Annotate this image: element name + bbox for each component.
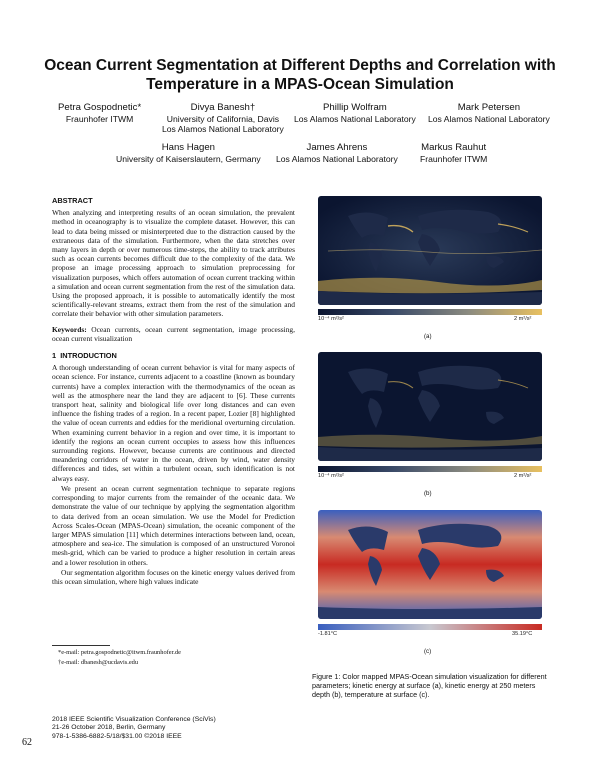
panel-b-label: (b): [424, 490, 432, 497]
page-number: 62: [22, 737, 32, 748]
introduction-heading: [52, 351, 295, 360]
author-name: Hans Hagen: [161, 142, 216, 153]
paper-title: Ocean Current Segmentation at Different Depths and Correlation with Temperature in a MPAS-Ocean Simulation: [44, 57, 556, 93]
colorbar-a-min: 10⁻⁴ m²/s²: [318, 316, 344, 322]
figure-panel-b-map: [318, 352, 542, 461]
colorbar-b: [318, 466, 542, 472]
colorbar-b-min: 10⁻⁴ m²/s²: [318, 473, 344, 479]
figure-panel-a-map: [318, 196, 542, 305]
author-affiliation: Fraunhofer ITWM: [420, 153, 488, 164]
keywords-label: Keywords:: [52, 324, 87, 334]
abstract-heading-text: ABSTRACT: [52, 196, 93, 205]
author-block: [162, 103, 284, 135]
colorbar-c-min: -1.81°C: [318, 631, 338, 637]
author-block: [428, 103, 550, 124]
panel-a-label: (a): [424, 333, 432, 340]
section-title: INTRODUCTION: [60, 351, 117, 361]
author-affiliation: Los Alamos National Laboratory: [276, 153, 398, 164]
keywords: [52, 325, 295, 343]
intro-paragraph: A thorough understanding of ocean current behavior is vital for many aspects of ocean science. For instance, currents adjacent to a coastline (known as boundary currents) have a complex interaction with the thermodynamics of the ocean as well as the atmosphere near the land they are adjacent to [6]. These currents transport heat, salinity and biological life over long distances and can even influence the fishing trades of a region. In a recent paper, Lozier [8] highlighted the value of ocean currents and eddies for the meridional overturning circulation. When examining current behavior in a region and over time, it is important to identify the regions an ocean current occupies to assess how this influences surrounding regions. However, because currents are continuous and directed meandering corridors of water in the ocean, driven by wind, water density differences and tides, set within a turbulent ocean, such identification is not always easy.: [52, 363, 295, 483]
author-name: Markus Rauhut: [421, 142, 487, 153]
author-block: [116, 143, 261, 164]
author-block: [276, 143, 398, 164]
conference-info: [52, 716, 216, 741]
colorbar-a: [318, 309, 542, 315]
left-column: [52, 196, 295, 586]
author-name: Petra Gospodnetic*: [58, 102, 142, 113]
panel-c-label: (c): [424, 648, 432, 655]
author-affiliation: Fraunhofer ITWM: [65, 113, 134, 124]
author-affiliation: University of California, Davis: [166, 113, 280, 124]
author-name: James Ahrens: [306, 142, 368, 153]
keywords-text: Ocean currents, ocean current segmentation, image processing, ocean current visualization: [52, 324, 295, 343]
author-affiliation: Los Alamos National Laboratory: [162, 124, 284, 134]
author-name: Phillip Wolfram: [323, 102, 387, 113]
figure-panel-c-map: [318, 510, 542, 619]
abstract-heading: [52, 196, 295, 205]
conference-date: 21-26 October 2018, Berlin, Germany: [52, 724, 166, 732]
author-block: [58, 103, 141, 124]
colorbar-b-max: 2 m²/s²: [514, 473, 532, 479]
author-affiliation: University of Kaiserslautern, Germany: [116, 153, 261, 164]
colorbar-c: [318, 624, 542, 630]
intro-paragraph: We present an ocean current segmentation technique to separate regions corresponding to major currents from the remainder of the oceanic data. We demonstrate the value of our technique by applying the segmentation algorithm to data derived from an ocean simulation. We use the Model for Prediction Across Scales-Ocean (MPAS-Ocean) simulation, the oceanic component of the larger MPAS simulation [11] which determines interactions between land, ocean, atmosphere and sea-ice. The simulation is composed of an unstructured Voronoi mesh-grid, which can be varied to produce a higher resolution in certain areas and a lower resolution in others.: [52, 483, 295, 567]
conference-isbn: 978-1-5386-6882-5/18/$31.00 ©2018 IEEE: [52, 732, 182, 740]
author-block: [294, 103, 416, 124]
section-number: 1: [52, 351, 57, 361]
footnote-email-1: *e-mail: petra.gospodnetic@itwm.fraunhofer.de: [58, 649, 182, 656]
author-block: [420, 143, 487, 164]
author-affiliation: Los Alamos National Laboratory: [428, 113, 550, 124]
figure-caption: Figure 1: Color mapped MPAS-Ocean simulation visualization for different parameters; kinetic energy at surface (a), kinetic energy at 250 meters depth (b), temperature at surface (c).: [312, 672, 547, 699]
footnote-email-2: †e-mail: dbanesh@ucdavis.edu: [58, 659, 139, 666]
footnote-divider: [52, 645, 110, 646]
author-name: Mark Petersen: [457, 102, 521, 113]
intro-paragraph: Our segmentation algorithm focuses on the kinetic energy values derived from this ocean simulation, where high values indicate: [52, 567, 295, 586]
abstract-text: When analyzing and interpreting results of an ocean simulation, the prevalent method in oceanography is to visualize the complete dataset. However, this can lead to data being missed or misinterpreted due to the distraction caused by the extraneous data of the simulation. Furthermore, when the data stretches over many layers in depth or over numerous time-steps, the ability to track attributes such as ocean currents becomes difficult due to the complexity of the data. We propose an image processing approach to simulation preprocessing for visualization purposes, which offers automation of ocean current tracking within a simulation and ocean current segmentation from the rest of the simulation data. Using the proposed approach, it is possible to automatically identify the most scientifically-relevant streams, extract them from the rest of the simulation and correlate their behavior with other simulation parameters.: [52, 208, 295, 319]
colorbar-a-max: 2 m²/s²: [514, 316, 532, 322]
author-affiliation: Los Alamos National Laboratory: [294, 113, 416, 124]
conference-name: 2018 IEEE Scientific Visualization Conference (SciVis): [52, 716, 216, 723]
colorbar-c-max: 35.19°C: [512, 631, 533, 637]
author-name: Divya Banesh†: [190, 102, 256, 113]
